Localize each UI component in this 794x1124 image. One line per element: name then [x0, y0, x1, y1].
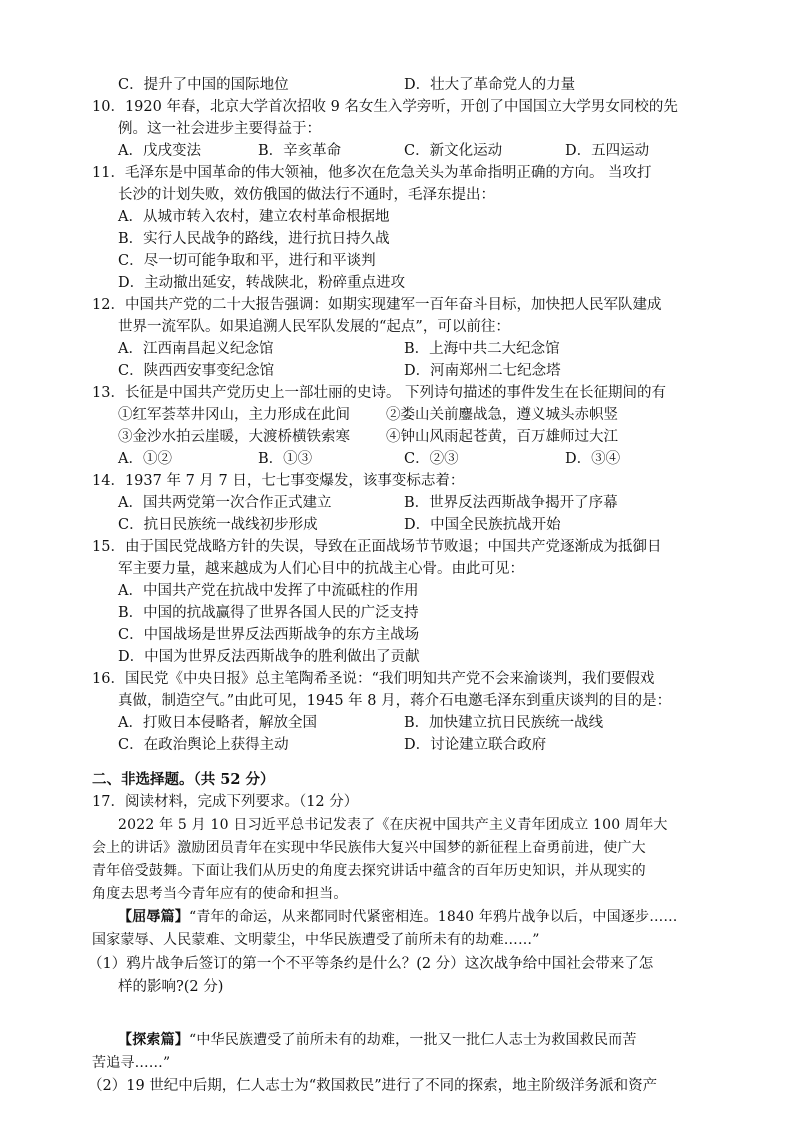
q14-stem: 14．1937 年 7 月 7 日，七七事变爆发，该事变标志着： — [92, 473, 465, 489]
q12-stem-line1: 12．中国共产党的二十大报告强调：如期实现建军一百年奋斗目标，加快把人民军队建成 — [92, 297, 662, 313]
explore-quote: “中华民族遭受了前所未有的劫难，一批又一批仁人志士为救国救民而苦 — [189, 1032, 637, 1048]
q13-poem-3: ③金沙水拍云崖暖，大渡桥横铁索寒 — [118, 429, 350, 445]
q17-material-line3: 青年倍受鼓舞。下面让我们从历史的角度去探究讲话中蕴含的百年历史知识，并从现实的 — [92, 863, 646, 879]
q12-option-a: A．江西南昌起义纪念馆 — [118, 341, 274, 357]
q17-material-line1: 2022 年 5 月 10 日习近平总书记发表了《在庆祝中国共产主义青年团成立 100 周年大 — [118, 817, 668, 833]
q12-option-d: D．河南郑州二七纪念塔 — [404, 363, 561, 379]
q16-option-d: D．讨论建立联合政府 — [404, 737, 547, 753]
q16-option-a: A．打败日本侵略者，解放全国 — [118, 715, 317, 731]
section-heading: 二、非选择题。（共 52 分） — [92, 771, 275, 788]
q13-poem-1: ①红军荟萃井冈山，主力形成在此间 — [118, 407, 350, 423]
q13-poem-4: ④钟山风雨起苍黄，百万雄师过大江 — [386, 429, 618, 445]
q15-stem-line2: 军主要力量，越来越成为人们心目中的抗战主心骨。由此可见： — [118, 561, 524, 577]
q14-option-a: A．国共两党第一次合作正式建立 — [118, 495, 332, 511]
q9-option-c: C．提升了中国的国际地位 — [118, 77, 289, 93]
q13-option-d: D．③④ — [565, 451, 621, 467]
q15-option-a: A．中国共产党在抗战中发挥了中流砥柱的作用 — [118, 583, 419, 599]
q17-explore-line1 — [118, 1030, 637, 1050]
q14-option-c: C．抗日民族统一战线初步形成 — [118, 517, 318, 533]
q13-option-c: C．②③ — [404, 451, 459, 467]
q12-stem-line2: 世界一流军队。如果追溯人民军队发展的“起点”，可以前往： — [118, 319, 510, 335]
q17-sub1-line2: 样的影响?(2 分) — [118, 979, 224, 995]
q14-option-b: B．世界反法西斯战争揭开了序幕 — [404, 495, 618, 511]
q9-option-d: D．壮大了革命党人的力量 — [404, 77, 576, 93]
q11-stem-line1: 11．毛泽东是中国革命的伟大领袖，他多次在危急关头为革命指明正确的方向。 当攻打 — [92, 165, 652, 181]
q17-explore-line2: 苦追寻……” — [92, 1055, 171, 1071]
humiliation-quote: “青年的命运，从来都同时代紧密相连。1840 年鸦片战争以后，中国逐步…… — [189, 909, 678, 925]
q17-material-line4: 角度去思考当今青年应有的使命和担当。 — [92, 886, 348, 902]
q17-stem: 17．阅读材料，完成下列要求。（12 分） — [92, 794, 359, 810]
q11-stem-line2: 长沙的计划失败，效仿俄国的做法行不通时，毛泽东提出： — [118, 187, 495, 203]
q16-stem-line2: 真做，制造空气。”由此可见，1945 年 8 月，蒋介石电邀毛泽东到重庆谈判的目的是： — [118, 693, 672, 709]
q17-sub2-line1: （2）19 世纪中后期，仁人志士为“救国救民”进行了不同的探索，地主阶级洋务派和资产 — [88, 1078, 658, 1094]
q16-stem-line1: 16．国民党《中央日报》总主笔陶希圣说：“我们明知共产党不会来渝谈判，我们要假戏 — [92, 671, 655, 687]
q17-material-line2: 会上的讲话》激励团员青年在实现中华民族伟大复兴中国梦的新征程上奋勇前进，使广大 — [92, 840, 646, 856]
q16-option-c: C．在政治舆论上获得主动 — [118, 737, 289, 753]
q10-option-a: A．戊戌变法 — [118, 143, 201, 159]
q16-option-b: B．加快建立抗日民族统一战线 — [404, 715, 604, 731]
q17-humiliation-line1 — [118, 907, 678, 927]
q10-option-d: D．五四运动 — [565, 143, 650, 159]
q15-stem-line1: 15．由于国民党战略方针的失误，导致在正面战场节节败退；中国共产党逐渐成为抵御日 — [92, 539, 662, 555]
q14-option-d: D．中国全民族抗战开始 — [404, 517, 561, 533]
explore-title: 【探索篇】 — [118, 1032, 189, 1048]
humiliation-title: 【屈辱篇】 — [118, 909, 189, 925]
q15-option-c: C．中国战场是世界反法西斯战争的东方主战场 — [118, 627, 420, 643]
q11-option-a: A．从城市转入农村，建立农村革命根据地 — [118, 209, 390, 225]
q13-option-a: A．①② — [118, 451, 172, 467]
q12-option-b: B．上海中共二大纪念馆 — [404, 341, 560, 357]
q17-sub1-line1: （1）鸦片战争后签订的第一个不平等条约是什么？(2 分）这次战争给中国社会带来了怎 — [88, 956, 654, 972]
q12-option-c: C．陕西西安事变纪念馆 — [118, 363, 275, 379]
q15-option-d: D．中国为世界反法西斯战争的胜利做出了贡献 — [118, 649, 420, 665]
q11-option-d: D．主动撤出延安，转战陕北，粉碎重点进攻 — [118, 275, 406, 291]
q11-option-b: B．实行人民战争的路线，进行抗日持久战 — [118, 231, 390, 247]
q11-option-c: C．尽一切可能争取和平，进行和平谈判 — [118, 253, 376, 269]
q17-humiliation-line2: 国家蒙辱、人民蒙难、文明蒙尘，中华民族遭受了前所未有的劫难……” — [92, 932, 540, 948]
q15-option-b: B．中国的抗战赢得了世界各国人民的广泛支持 — [118, 605, 419, 621]
q10-stem-line1: 10．1920 年春，北京大学首次招收 9 名女生入学旁听，开创了中国国立大学男女同校的先 — [92, 99, 678, 115]
q10-option-c: C．新文化运动 — [404, 143, 503, 159]
q10-stem-line2: 例。这一社会进步主要得益于： — [118, 121, 321, 137]
q13-option-b: B．①③ — [258, 451, 313, 467]
q13-poem-2: ②娄山关前鏖战急，遵义城头赤帜竖 — [386, 407, 618, 423]
q10-option-b: B．辛亥革命 — [258, 143, 342, 159]
q13-stem: 13．长征是中国共产党历史上一部壮丽的史诗。 下列诗句描述的事件发生在长征期间的有 — [92, 385, 667, 401]
